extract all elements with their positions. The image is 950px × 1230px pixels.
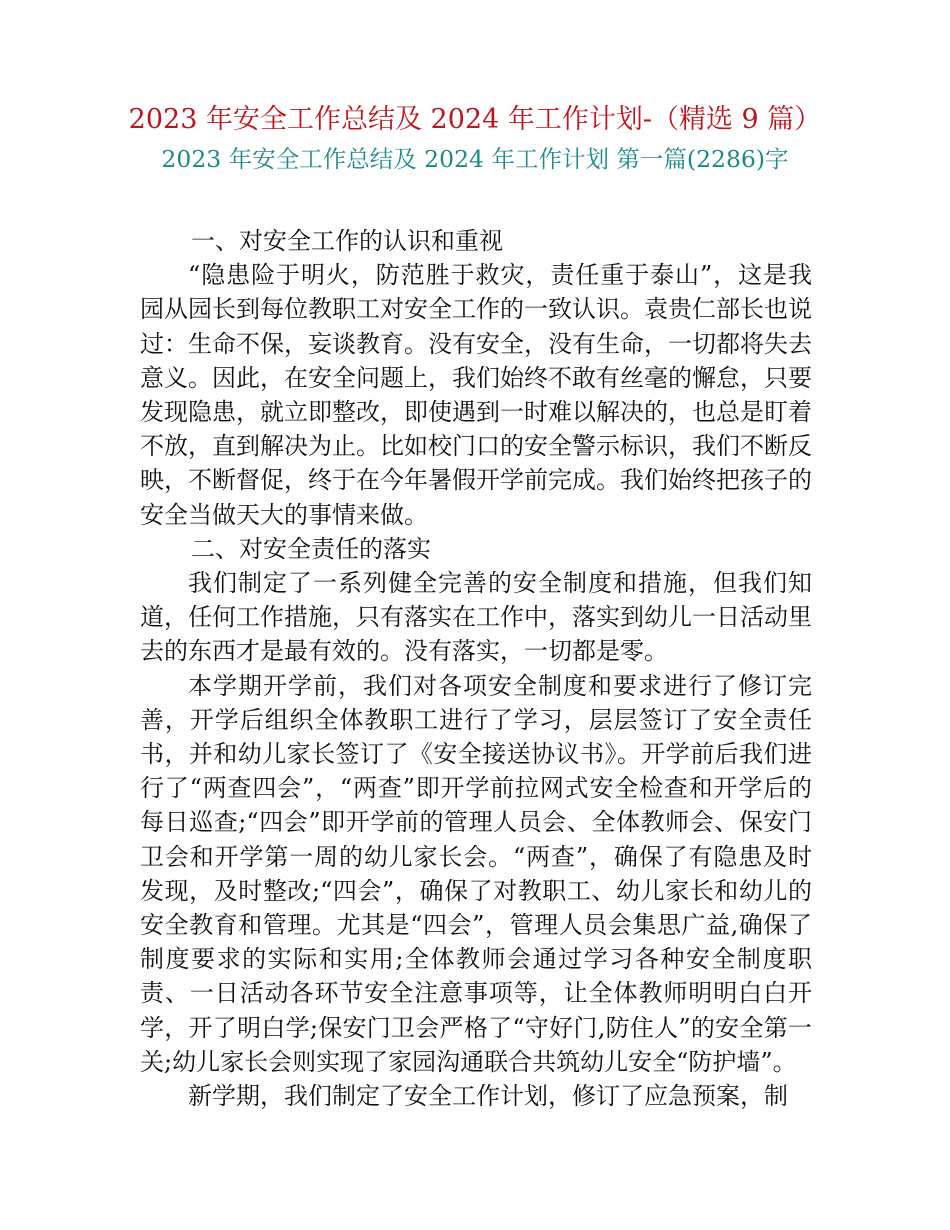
- document-subtitle: 2023 年安全工作总结及 2024 年工作计划 第一篇(2286)字: [161, 145, 789, 173]
- section-heading: 二、对安全责任的落实: [191, 534, 431, 563]
- body-paragraph: 新学期，我们制定了安全工作计划，修订了应急预案，制: [188, 1082, 788, 1111]
- document-body: [140, 224, 812, 1113]
- body-paragraph: “隐患险于明火，防范胜于救灾，责任重于泰山”，这是我园从园长到每位教职工对安全工作的一致认识。袁贵仁部长也说过：生命不保，妄谈教育。没有安全，没有生命，一切都将失去意义。因此，在安全问题上，我们始终不敢有丝毫的懈怠，只要发现隐患，就立即整改，即使遇到一时难以解决的，也总是盯着不放，直到解决为止。比如校门口的安全警示标识，我们不断反映，不断督促，终于在今年暑假开学前完成。我们始终把孩子的安全当做天大的事情来做。: [140, 261, 812, 529]
- section-heading: 一、对安全工作的认识和重视: [191, 227, 503, 255]
- document-title: 2023 年安全工作总结及 2024 年工作计划-（精选 9 篇）: [128, 104, 822, 135]
- body-paragraph: 本学期开学前，我们对各项安全制度和要求进行了修订完善，开学后组织全体教职工进行了学习，层层签订了安全责任书，并和幼儿家长签订了《安全接送协议书》。开学前后我们进行了“两查四会”，“两查”即开学前拉网式安全检查和开学后的每日巡查;“四会”即开学前的管理人员会、全体教师会、保安门卫会和开学第一周的幼儿家长会。“两查”，确保了有隐患及时发现，及时整改;“四会”，确保了对教职工、幼儿家长和幼儿的安全教育和管理。尤其是“四会”，管理人员会集思广益,确保了制度要求的实际和实用;全体教师会通过学习各种安全制度职责、一日活动各环节安全注意事项等，让全体教师明明白白开学，开了明白学;保安门卫会严格了“守好门,防住人”的安全第一关;幼儿家长会则实现了家园沟通联合共筑幼儿安全“防护墙”。: [140, 671, 812, 1076]
- body-paragraph: 我们制定了一系列健全完善的安全制度和措施，但我们知道，任何工作措施，只有落实在工作中，落实到幼儿一日活动里去的东西才是最有效的。没有落实，一切都是零。: [140, 569, 812, 666]
